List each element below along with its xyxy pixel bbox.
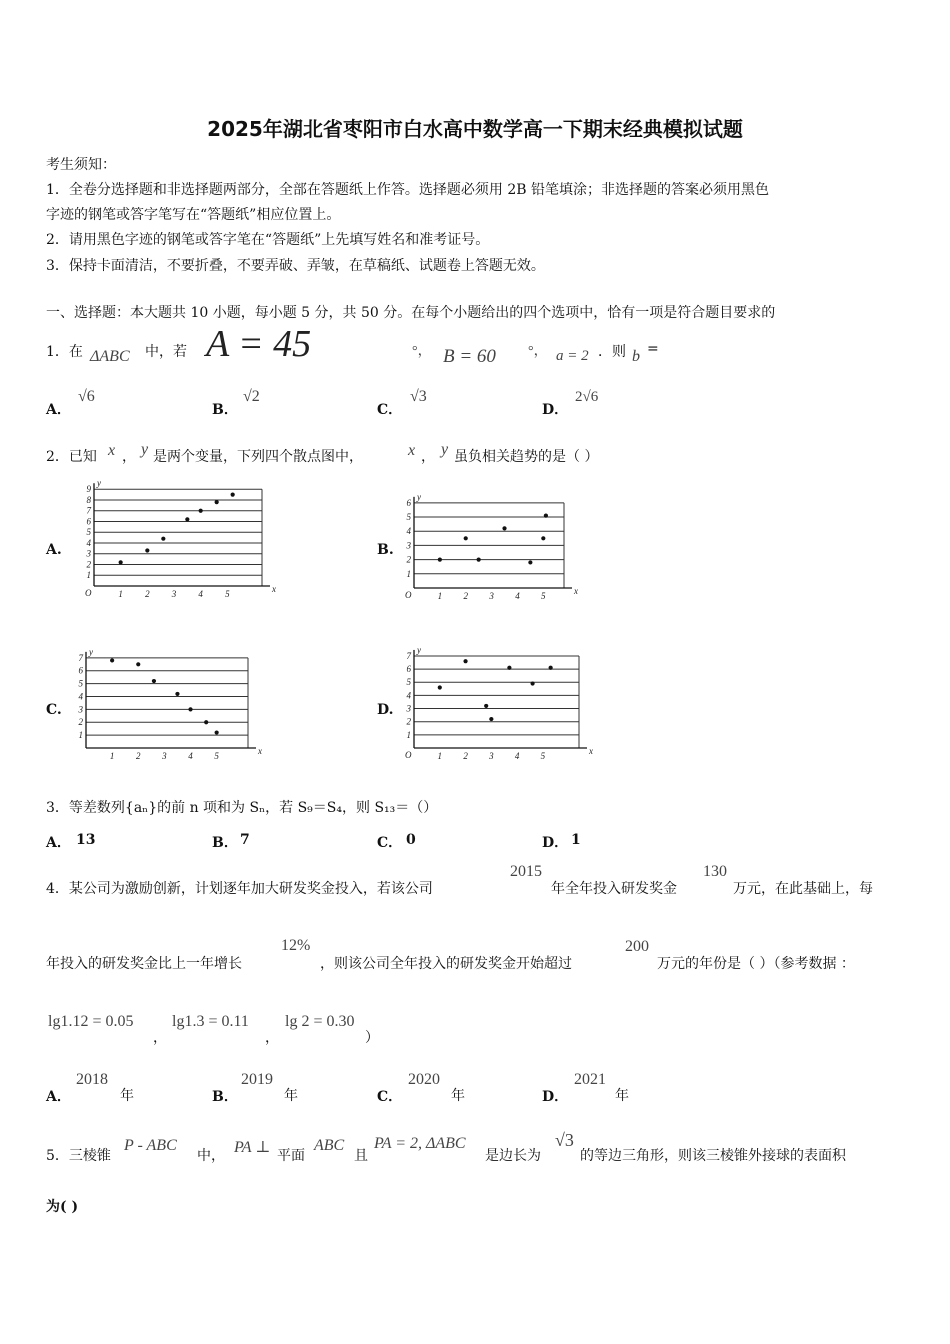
plot-c-y-label: y: [89, 646, 93, 657]
plot-a-origin: O: [85, 588, 92, 598]
plot-b-x-tick: 4: [515, 591, 520, 601]
plot-b-y-tick: 4: [406, 526, 411, 537]
plot-d-y-tick: 2: [406, 716, 411, 727]
q5-sqrt3: √3: [555, 1130, 574, 1150]
q4-option-c-value: 2020: [408, 1071, 440, 1088]
plot-c-y-tick: 7: [78, 652, 83, 663]
plot-b-y-label: y: [417, 491, 421, 502]
q1-equals: =: [647, 341, 659, 357]
plot-a-x-tick: 2: [145, 589, 150, 599]
plot-a-y-tick: 9: [86, 484, 91, 495]
plot-c-y-tick: 5: [78, 678, 83, 689]
plot-b-point: [438, 558, 442, 562]
scatter-plot-c: [72, 642, 264, 766]
q2-y-var-2: y: [441, 441, 449, 458]
q4-rate: 12%: [281, 937, 311, 954]
plot-c-x-tick: 3: [162, 751, 167, 761]
q2-x-var-2: x: [408, 442, 416, 459]
plot-c-y-tick: 2: [78, 717, 83, 728]
q4-comma-1: ，: [153, 1030, 167, 1046]
plot-a-point: [161, 537, 165, 541]
plot-a-y-tick: 2: [86, 559, 91, 570]
q1-b-var: b: [632, 348, 640, 365]
plot-c-y-tick: 6: [78, 665, 83, 676]
q4-lg-3: lg 2 = 0.30: [285, 1013, 355, 1030]
q4-target: 200: [625, 938, 649, 955]
q4-option-b-unit: 年: [284, 1088, 298, 1104]
plot-c-point: [175, 692, 179, 696]
plot-a-y-tick: 1: [86, 570, 91, 581]
plot-b-point: [502, 526, 506, 530]
plot-a-point: [185, 517, 189, 521]
notice-line-2: 2．请用黑色字迹的钢笔或答字笔在“答题纸”上先填写姓名和准考证号。: [46, 232, 490, 248]
q4-line2-b: ，则该公司全年投入的研发奖金开始超过: [320, 956, 572, 972]
q5-zhong: 中，: [197, 1148, 225, 1164]
plot-b-x-tick: 2: [463, 591, 468, 601]
plot-d-point: [530, 681, 534, 685]
plot-a-x-tick: 1: [118, 589, 123, 599]
plot-b-x-tick: 3: [489, 591, 494, 601]
plot-b-y-tick: 2: [406, 554, 411, 565]
scatter-plot-a: [80, 478, 280, 608]
q4-option-d-value: 2021: [574, 1071, 606, 1088]
q1-option-c-label: C．: [377, 402, 403, 418]
q1-option-b-value: √2: [243, 388, 260, 405]
notice-heading: 考生须知：: [46, 157, 116, 173]
plot-b-point: [528, 560, 532, 564]
q1-angle-a: A = 45: [206, 323, 312, 365]
q4-comma-2: ，: [265, 1030, 279, 1046]
q3-option-d-label: D．: [542, 835, 569, 851]
q3-option-a-value: 13: [76, 832, 96, 848]
plot-b-y-tick: 3: [406, 540, 411, 551]
q4-option-a-unit: 年: [120, 1088, 134, 1104]
plot-d-y-tick: 6: [406, 664, 411, 675]
q5-abc: ABC: [314, 1137, 345, 1154]
plot-c-point: [188, 707, 192, 711]
plot-d-y-tick: 7: [406, 650, 411, 661]
plot-a-x-tick: 3: [171, 589, 177, 599]
plot-d-point: [484, 704, 488, 708]
q1-degree-1: °，: [412, 344, 432, 359]
q2-number: 2．已知: [46, 449, 97, 465]
q5-pyramid: P - ABC: [124, 1137, 177, 1154]
q4-option-c-label: C．: [377, 1089, 403, 1105]
plot-c-y-tick: 4: [78, 691, 83, 702]
plot-c-y-tick: 3: [78, 704, 83, 715]
q3-option-a-label: A．: [46, 835, 71, 851]
plot-d-y-label: y: [417, 644, 421, 655]
plot-c-x-label: x: [258, 746, 262, 756]
plot-d-point: [463, 659, 467, 663]
plot-b-y-tick: 5: [406, 512, 411, 523]
q5-tail: 的等边三角形，则该三棱锥外接球的表面积: [580, 1148, 846, 1164]
plot-a-point: [199, 509, 203, 513]
q2-text-2: 虽负相关趋势的是（ ）: [454, 449, 599, 465]
q2-y-var: y: [141, 441, 149, 458]
plot-c-point: [152, 679, 156, 683]
q5-qie: 且: [354, 1148, 368, 1164]
plot-d-x-label: x: [589, 746, 593, 756]
plot-d-y-tick: 1: [406, 729, 411, 740]
q2-x-var: x: [108, 442, 116, 459]
plot-d-point: [507, 666, 511, 670]
plot-a-y-tick: 8: [86, 494, 91, 505]
q3-option-c-label: C．: [377, 835, 403, 851]
plot-a-point: [215, 500, 219, 504]
section-heading: 一、选择题：本大题共 10 小题，每小题 5 分，共 50 分。在每个小题给出的四个选项中，恰有一项是符合题目要求的: [46, 305, 776, 321]
q4-option-a-label: A．: [46, 1089, 71, 1105]
plot-b-y-tick: 6: [406, 497, 411, 508]
plot-c-x-tick: 4: [188, 751, 193, 761]
plot-d-point: [549, 666, 553, 670]
q4-option-b-label: B．: [212, 1089, 238, 1105]
plot-d-x-tick: 2: [463, 751, 468, 761]
q2-option-a-label: A.: [46, 542, 62, 558]
q1-option-a-value: √6: [78, 388, 95, 405]
plot-a-y-label: y: [97, 478, 101, 489]
q2-option-c-label: C.: [46, 702, 62, 718]
q4-lg-2: lg1.3 = 0.11: [172, 1013, 249, 1030]
q1-triangle: ΔABC: [90, 348, 130, 365]
plot-c-x-tick: 1: [109, 751, 115, 761]
notice-line-3: 3．保持卡面清洁，不要折叠，不要弄破、弄皱，在草稿纸、试题卷上答题无效。: [46, 258, 545, 274]
plot-d-point: [489, 717, 493, 721]
q5-line-2: 为( ): [46, 1199, 79, 1215]
q5-pa-perp: PA ⊥: [234, 1139, 271, 1156]
q3-option-b-label: B．: [212, 835, 238, 851]
plot-a-point: [145, 548, 149, 552]
q4-close-paren: ）: [365, 1030, 379, 1046]
plot-c-x-tick: 5: [214, 751, 219, 761]
q2-sep-2: ，: [421, 449, 435, 465]
plot-a-point: [119, 560, 123, 564]
plot-d-x-tick: 3: [489, 751, 494, 761]
plot-d-origin: O: [405, 750, 412, 760]
q4-lg-1: lg1.12 = 0.05: [48, 1013, 134, 1030]
q1-option-d-label: D．: [542, 402, 569, 418]
page-title: 2025年湖北省枣阳市白水高中数学高一下期末经典模拟试题: [207, 117, 743, 141]
plot-d-x-tick: 5: [540, 751, 546, 761]
q1-mid: 中，若: [145, 344, 187, 360]
plot-b-point: [541, 536, 545, 540]
plot-a-y-tick: 3: [86, 548, 91, 559]
plot-d-x-tick: 1: [437, 751, 443, 761]
q4-option-a-value: 2018: [76, 1071, 108, 1088]
notice-line-1b: 字迹的钢笔或答字笔写在“答题纸”相应位置上。: [46, 207, 341, 223]
q1-side-a: a = 2: [556, 348, 589, 364]
notice-line-1: 1．全卷分选择题和非选择题两部分，全部在答题纸上作答。选择题必须用 2B 铅笔填涂；非选择题的答案必须用黑色: [46, 182, 769, 198]
plot-c-y-tick: 1: [78, 730, 83, 741]
scatter-plot-b: [400, 490, 580, 608]
q1-number: 1．在: [46, 344, 83, 360]
plot-c-point: [136, 662, 140, 666]
q2-text-1: 是两个变量，下列四个散点图中，: [153, 449, 363, 465]
plot-a-y-tick: 6: [86, 516, 91, 527]
q4-text-3: 万元，在此基础上，每: [733, 881, 873, 897]
q3-option-d-value: 1: [571, 832, 581, 848]
plot-c-x-tick: 2: [136, 751, 141, 761]
plot-a-y-tick: 4: [86, 537, 91, 548]
plot-a-x-label: x: [272, 584, 276, 594]
q4-option-d-label: D．: [542, 1089, 569, 1105]
q1-option-b-label: B．: [212, 402, 238, 418]
plot-c-point: [215, 730, 219, 734]
q4-option-d-unit: 年: [615, 1088, 629, 1104]
q4-amount: 130: [703, 863, 727, 880]
plot-d-y-tick: 3: [406, 703, 411, 714]
plot-b-y-tick: 1: [406, 568, 411, 579]
q3-option-c-value: 0: [406, 832, 416, 848]
plot-b-origin: O: [405, 590, 412, 600]
plot-a-x-tick: 5: [225, 589, 230, 599]
plot-c-point: [204, 720, 208, 724]
plot-b-point: [544, 514, 548, 518]
plot-d-point: [438, 685, 442, 689]
q2-sep-1: ，: [122, 449, 136, 465]
q5-condition: PA = 2, ΔABC: [374, 1135, 466, 1152]
plot-d-x-tick: 4: [514, 751, 520, 761]
plot-d-y-tick: 5: [406, 677, 411, 688]
q4-text-2: 年全年投入研发奖金: [551, 881, 677, 897]
q4-text-1: 4．某公司为激励创新，计划逐年加大研发奖金投入，若该公司: [46, 881, 433, 897]
plot-b-x-tick: 1: [437, 591, 443, 601]
q4-year: 2015: [510, 863, 542, 880]
scatter-plot-d: [400, 640, 593, 766]
plot-d-y-tick: 4: [406, 690, 411, 701]
plot-a-point: [231, 493, 235, 497]
q4-option-b-value: 2019: [241, 1071, 273, 1088]
q5-text: 是边长为: [485, 1148, 541, 1164]
plot-c-point: [110, 658, 114, 662]
q3-text: 3．等差数列{aₙ}的前 n 项和为 Sₙ，若 S₉＝S₄，则 S₁₃＝（）: [46, 800, 438, 816]
q5-number: 5．三棱锥: [46, 1148, 111, 1164]
q4-line2-c: 万元的年份是（ ）（参考数据 ：: [657, 956, 855, 972]
plot-b-x-label: x: [574, 586, 578, 596]
q1-degree-2: °，: [528, 344, 548, 359]
q2-option-b-label: B.: [377, 542, 394, 558]
q1-option-d-value: 2√6: [575, 389, 599, 405]
plot-a-y-tick: 7: [86, 505, 91, 516]
q2-option-d-label: D.: [377, 702, 394, 718]
plot-b-point: [477, 558, 481, 562]
q4-line2-a: 年投入的研发奖金比上一年增长: [46, 956, 242, 972]
plot-b-point: [464, 536, 468, 540]
plot-b-x-tick: 5: [541, 591, 546, 601]
q5-plane: 平面: [277, 1148, 305, 1164]
q3-option-b-value: 7: [240, 832, 250, 848]
q1-angle-b: B = 60: [443, 346, 496, 367]
q1-then: ．则: [598, 344, 626, 360]
plot-a-x-tick: 4: [198, 589, 203, 599]
q1-option-c-value: √3: [410, 388, 427, 405]
q1-option-a-label: A．: [46, 402, 71, 418]
q4-option-c-unit: 年: [451, 1088, 465, 1104]
plot-a-y-tick: 5: [86, 527, 91, 538]
